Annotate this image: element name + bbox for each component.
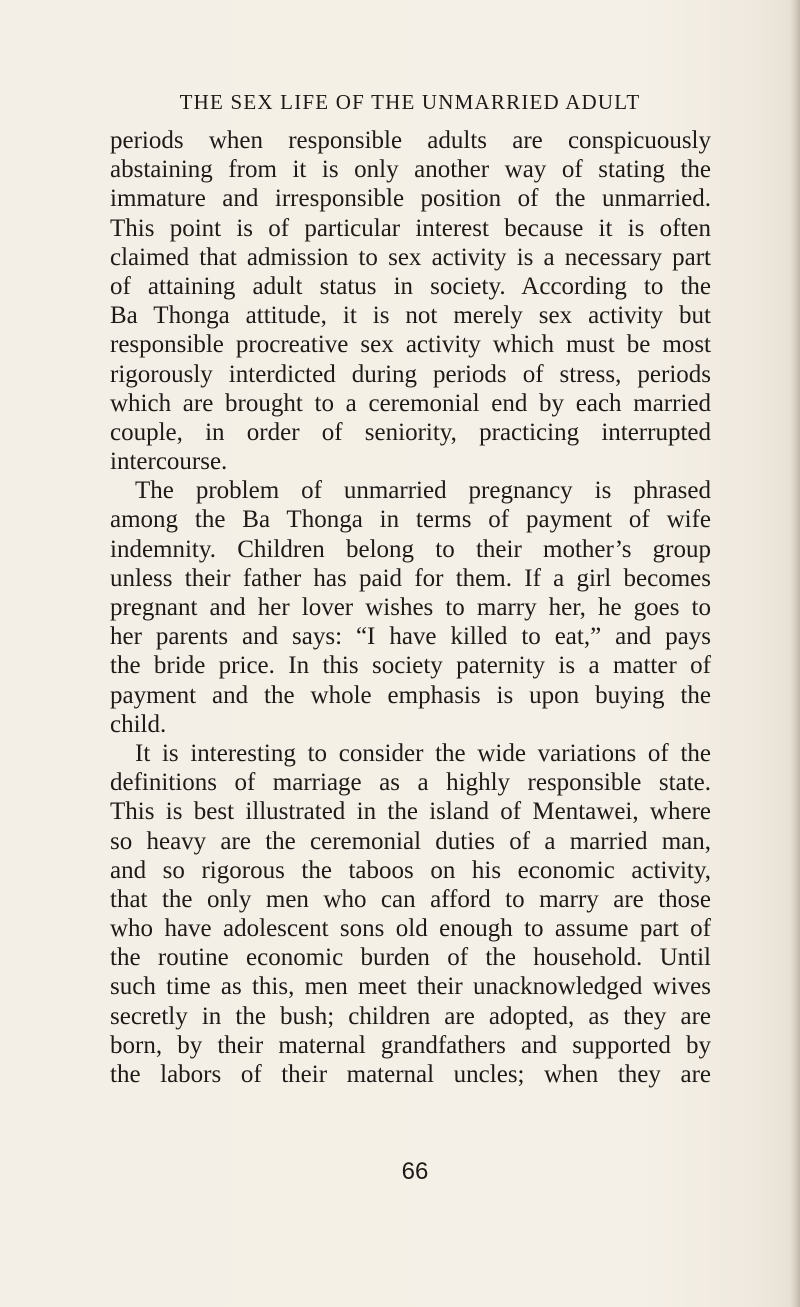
text-line: who have adolescent sons old enough to assume part of: [110, 915, 711, 943]
text-line: claimed that admission to sex activity is a necessary part: [110, 243, 711, 271]
text-line: definitions of marriage as a highly responsible state.: [110, 769, 711, 797]
text-line: and so rigorous the taboos on his economic activity,: [110, 856, 711, 884]
text-line: Ba Thonga attitude, it is not merely sex activity but: [110, 302, 711, 330]
text-line: payment and the whole emphasis is upon buying the: [110, 681, 711, 709]
text-line: secretly in the bush; children are adopted, as they are: [110, 1002, 711, 1030]
text-line: such time as this, men meet their unacknowledged wives: [110, 973, 711, 1001]
text-line: her parents and says: “I have killed to eat,” and pays: [110, 623, 711, 651]
text-line: It is interesting to consider the wide variations of the: [135, 739, 711, 767]
text-line: The problem of unmarried pregnancy is phrased: [135, 477, 711, 505]
text-line: that the only men who can afford to marry are those: [110, 885, 711, 913]
text-line: intercourse.: [110, 448, 228, 476]
text-line: which are brought to a ceremonial end by each married: [110, 389, 711, 417]
text-line: child.: [110, 710, 167, 738]
text-line: periods when responsible adults are conspicuously: [110, 127, 711, 154]
text-line: rigorously interdicted during periods of stress, periods: [110, 360, 711, 388]
page-number: 66: [401, 1158, 429, 1185]
text-line: This point is of particular interest because it is often: [110, 214, 711, 242]
text-line: indemnity. Children belong to their mother’s group: [110, 535, 711, 563]
text-line: couple, in order of seniority, practicing interrupted: [110, 418, 711, 446]
text-line: immature and irresponsible position of the unmarried.: [110, 185, 711, 213]
text-line: of attaining adult status in society. According to the: [110, 272, 711, 300]
text-line: the routine economic burden of the household. Until: [110, 944, 711, 972]
text-line: so heavy are the ceremonial duties of a married man,: [110, 827, 711, 855]
text-line: abstaining from it is only another way of stating the: [110, 156, 711, 184]
text-line: unless their father has paid for them. If a girl becomes: [110, 564, 711, 592]
text-line: responsible procreative sex activity which must be most: [110, 331, 711, 359]
text-line: pregnant and her lover wishes to marry her, he goes to: [110, 594, 711, 621]
running-head: THE SEX LIFE OF THE UNMARRIED ADULT: [179, 90, 641, 114]
text-line: the labors of their maternal uncles; when they are: [110, 1061, 711, 1088]
text-line: born, by their maternal grandfathers and supported by: [110, 1031, 711, 1059]
page-edge-shadow: [790, 0, 800, 1307]
text-line: This is best illustrated in the island of Mentawei, where: [110, 798, 711, 826]
text-line: the bride price. In this society paternity is a matter of: [110, 652, 711, 680]
body-text: [110, 126, 711, 1089]
text-line: among the Ba Thonga in terms of payment of wife: [110, 506, 711, 534]
